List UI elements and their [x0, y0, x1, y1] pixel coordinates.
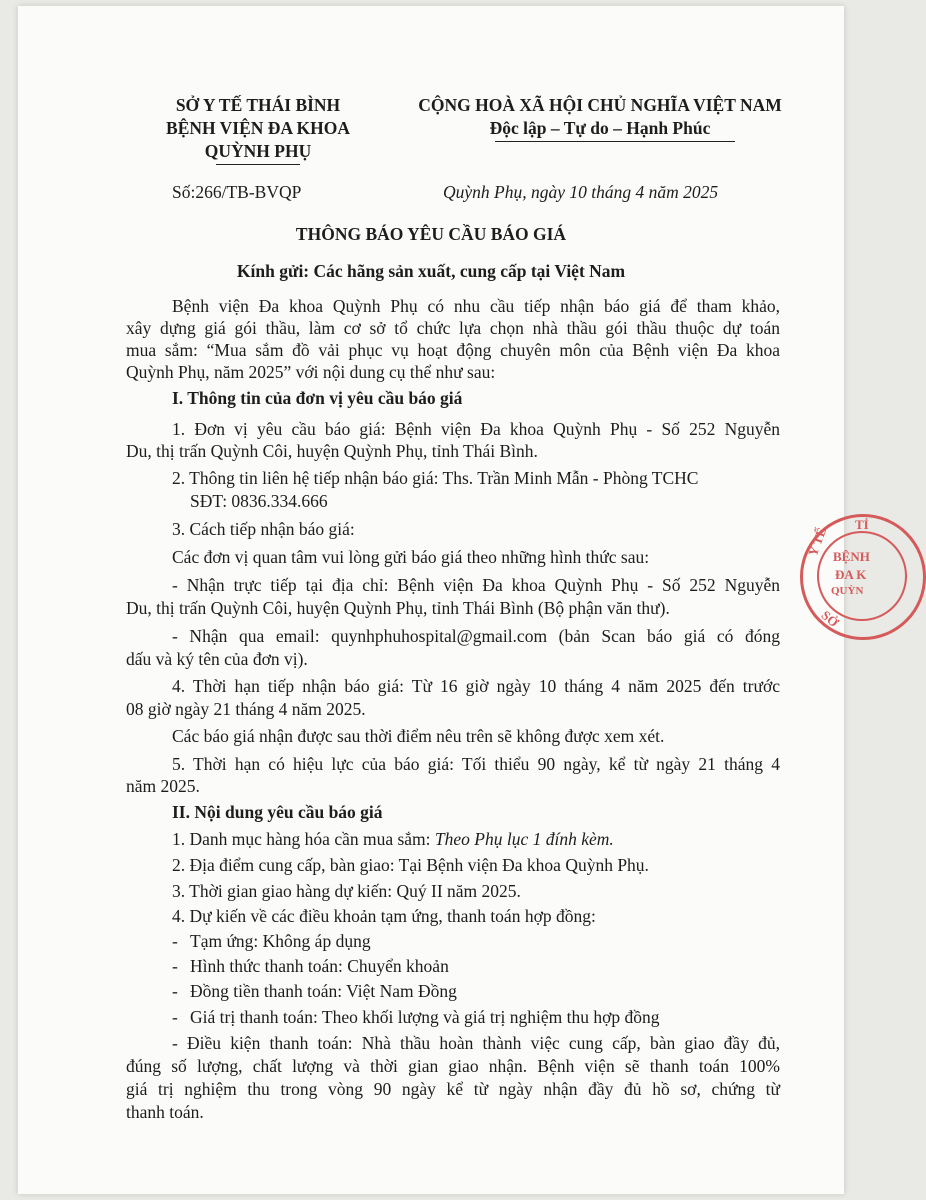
- hospital-name-line2: QUỲNH PHỤ: [204, 141, 312, 161]
- section1-line: năm 2025.: [126, 776, 200, 796]
- section1-line: 1. Đơn vị yêu cầu báo giá: Bệnh viện Đa khoa Quỳnh Phụ - Số 252 Nguyễn: [172, 419, 780, 439]
- section1-line: Du, thị trấn Quỳnh Côi, huyện Quỳnh Phụ, tỉnh Thái Bình.: [126, 441, 538, 461]
- document-number: Số:266/TB-BVQP: [172, 182, 302, 202]
- payment-condition-line: - Điều kiện thanh toán: Nhà thầu hoàn thành việc cung cấp, bàn giao đầy đủ,: [172, 1033, 780, 1053]
- stamp-text: ĐA K: [835, 567, 867, 582]
- section1-line: 3. Cách tiếp nhận báo giá:: [172, 519, 355, 539]
- payment-term: Giá trị thanh toán: Theo khối lượng và giá trị nghiệm thu hợp đồng: [190, 1007, 660, 1027]
- intro-line: Quỳnh Phụ, năm 2025” với nội dung cụ thể như sau:: [126, 362, 496, 382]
- bullet-dash: -: [172, 956, 178, 976]
- section1-line: 08 giờ ngày 21 tháng 4 năm 2025.: [126, 699, 366, 719]
- section1-line: Các đơn vị quan tâm vui lòng gửi báo giá theo những hình thức sau:: [172, 547, 650, 567]
- payment-term: Tạm ứng: Không áp dụng: [190, 931, 371, 951]
- section1-heading: I. Thông tin của đơn vị yêu cầu báo giá: [172, 388, 463, 408]
- stamp-ring-text: Y TẾ: [805, 525, 830, 559]
- payment-term: Hình thức thanh toán: Chuyển khoản: [190, 956, 449, 976]
- intro-line: xây dựng giá gói thầu, làm cơ sở tổ chức lựa chọn nhà thầu gói thầu thuộc dự toán: [126, 318, 780, 338]
- section1-line: dấu và ký tên của đơn vị).: [126, 649, 308, 669]
- document-page: [18, 6, 870, 1194]
- section1-line: 5. Thời hạn có hiệu lực của báo giá: Tối thiểu 90 ngày, kể từ ngày 21 tháng 4: [172, 754, 780, 774]
- payment-condition-line: đúng số lượng, chất lượng và thời gian giao nhận. Bệnh viện sẽ thanh toán 100%: [126, 1056, 780, 1076]
- payment-condition-line: thanh toán.: [126, 1102, 204, 1122]
- stamp-ring-text: TỈ: [855, 517, 869, 532]
- issue-date: Quỳnh Phụ, ngày 10 tháng 4 năm 2025: [443, 182, 719, 202]
- recipient-line: Kính gửi: Các hãng sản xuất, cung cấp tại Việt Nam: [236, 261, 626, 281]
- intro-line: Bệnh viện Đa khoa Quỳnh Phụ có nhu cầu tiếp nhận báo giá để tham khảo,: [172, 296, 780, 316]
- section2-heading: II. Nội dung yêu cầu báo giá: [172, 802, 383, 822]
- page-title: THÔNG BÁO YÊU CẦU BÁO GIÁ: [295, 224, 567, 244]
- intro-line: mua sắm: “Mua sắm đồ vải phục vụ hoạt động chuyên môn của Bệnh viện Đa khoa: [126, 340, 780, 360]
- section1-line: 2. Thông tin liên hệ tiếp nhận báo giá: Ths. Trần Minh Mẫn - Phòng TCHC: [172, 468, 699, 488]
- payment-condition-line: giá trị nghiệm thu trong vòng 90 ngày kể từ ngày nhận đầy đủ hồ sơ, chứng từ: [126, 1079, 780, 1099]
- stamp-text: QUỲN: [831, 585, 864, 597]
- payment-term: Đồng tiền thanh toán: Việt Nam Đồng: [190, 981, 457, 1001]
- header-left-underline: [216, 164, 300, 165]
- item1-text: 1. Danh mục hàng hóa cần mua sắm:: [172, 829, 435, 849]
- stamp-ring-text: SỞ: [818, 607, 842, 630]
- hospital-name-line1: BỆNH VIỆN ĐA KHOA: [166, 118, 350, 138]
- section2-line: 2. Địa điểm cung cấp, bàn giao: Tại Bệnh viện Đa khoa Quỳnh Phụ.: [172, 855, 649, 875]
- national-motto: Độc lập – Tự do – Hạnh Phúc: [489, 118, 711, 138]
- national-title: CỘNG HOÀ XÃ HỘI CHỦ NGHĨA VIỆT NAM: [418, 95, 782, 115]
- email-line: - Nhận qua email: quynhphuhospital@gmail.com (bản Scan báo giá có đóng: [172, 626, 780, 646]
- motto-underline: [495, 141, 735, 142]
- section2-line: 4. Dự kiến về các điều khoản tạm ứng, thanh toán hợp đồng:: [172, 906, 596, 926]
- section1-line: Du, thị trấn Quỳnh Côi, huyện Quỳnh Phụ, tỉnh Thái Bình (Bộ phận văn thư).: [126, 598, 670, 618]
- section1-line: Các báo giá nhận được sau thời điểm nêu trên sẽ không được xem xét.: [172, 726, 665, 746]
- phone-number: SĐT: 0836.334.666: [190, 491, 328, 511]
- agency-name: SỞ Y TẾ THÁI BÌNH: [175, 95, 341, 115]
- official-stamp: [800, 514, 926, 640]
- bullet-dash: -: [172, 931, 178, 951]
- stamp-text: BỆNH: [833, 549, 870, 564]
- section1-line: 4. Thời hạn tiếp nhận báo giá: Từ 16 giờ ngày 10 tháng 4 năm 2025 đến trước: [172, 676, 780, 696]
- section1-line: - Nhận trực tiếp tại địa chỉ: Bệnh viện Đa khoa Quỳnh Phụ - Số 252 Nguyễn: [172, 575, 780, 595]
- section2-line: 3. Thời gian giao hàng dự kiến: Quý II năm 2025.: [172, 881, 521, 901]
- section2-line: [172, 828, 614, 850]
- item1-italic: Theo Phụ lục 1 đính kèm.: [434, 829, 614, 849]
- bullet-dash: -: [172, 1007, 178, 1027]
- bullet-dash: -: [172, 981, 178, 1001]
